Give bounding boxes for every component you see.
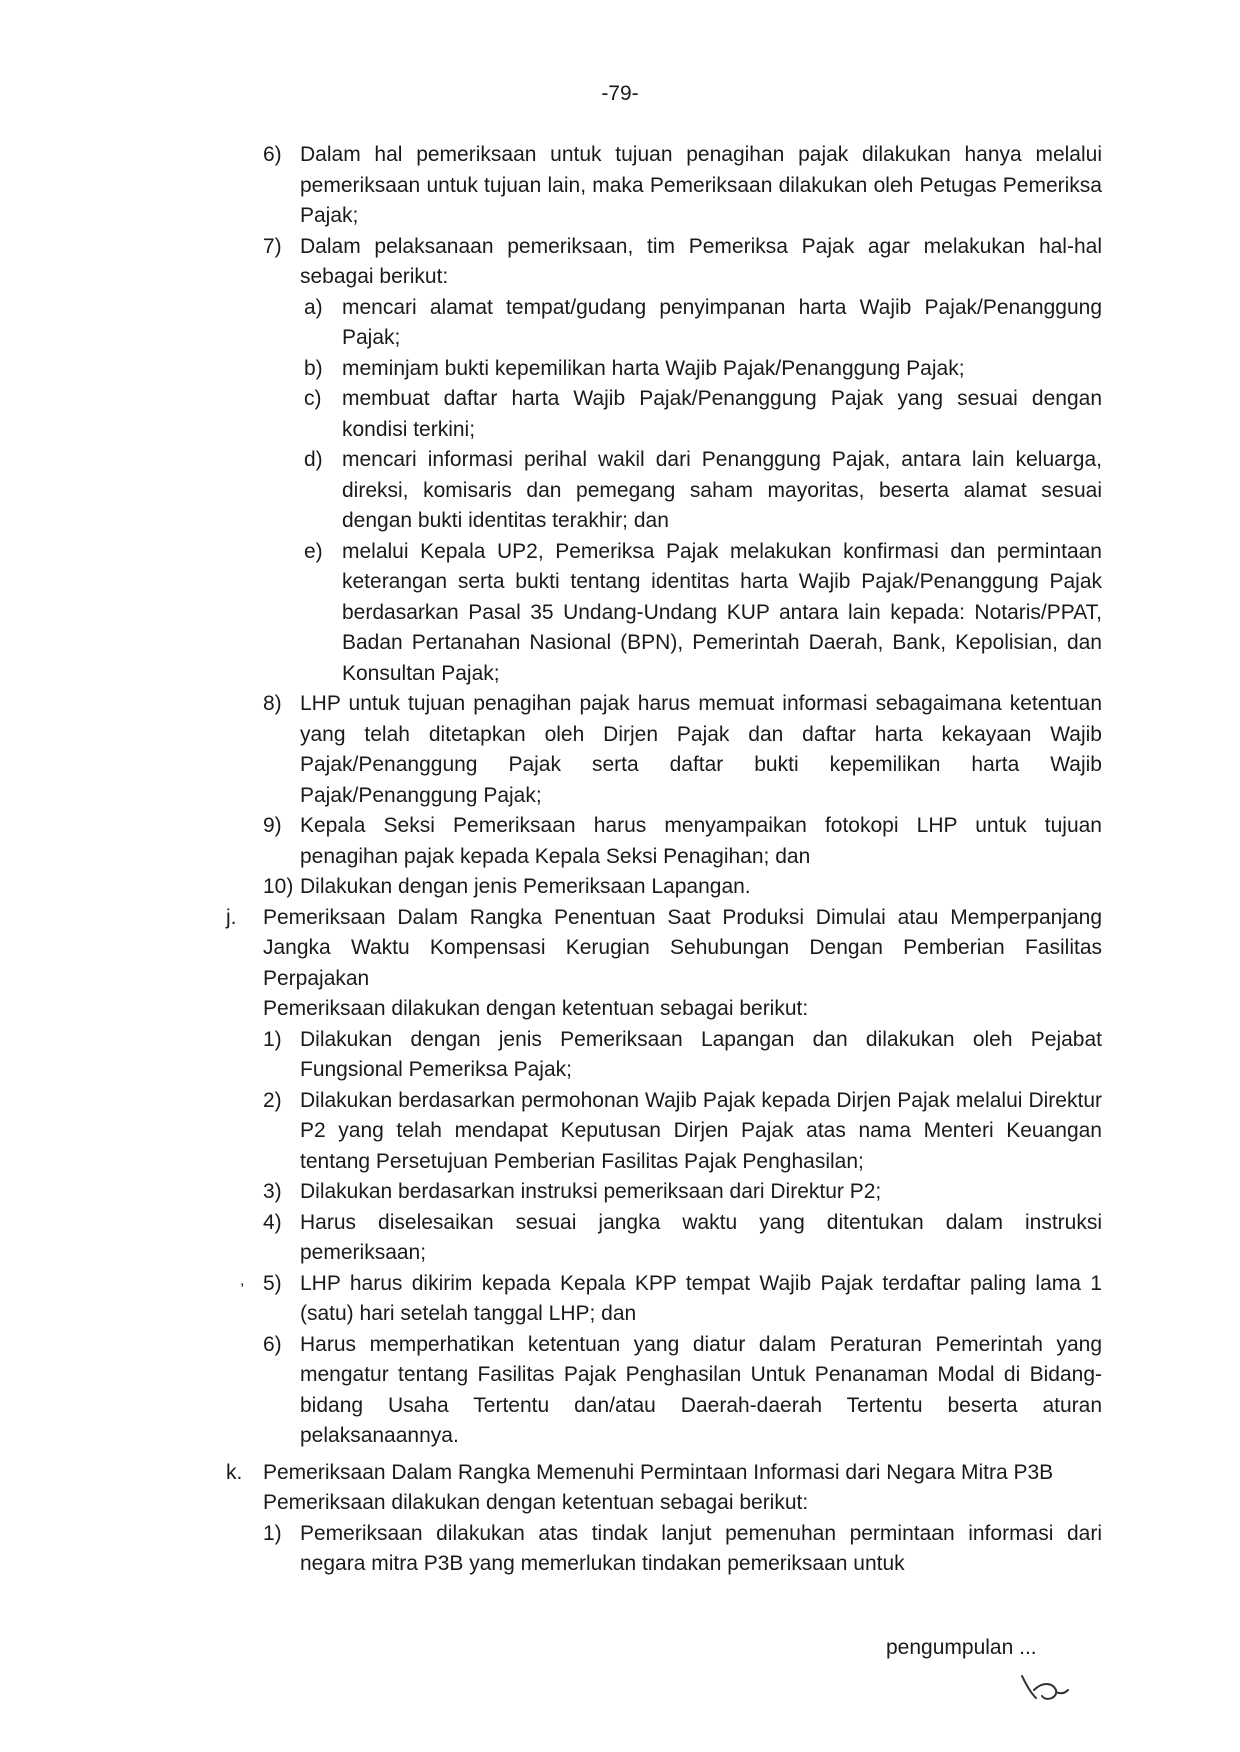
list-item — [263, 811, 1102, 872]
list-item-number: j. — [226, 905, 237, 929]
list-item — [263, 232, 1102, 293]
list-item-number: 4) — [263, 1210, 282, 1234]
list-item-number: 6) — [263, 143, 282, 166]
list-item-text: Pemeriksaan dilakukan atas tindak lanjut pemenuhan permintaan informasi dari negara mitra P3B yang memerlukan tindakan pemeriksaan untuk — [300, 1521, 1102, 1575]
paragraph: Pemeriksaan dilakukan dengan ketentuan sebagai berikut: — [263, 997, 809, 1020]
list-item-number: 7) — [263, 234, 282, 258]
list-item — [304, 293, 1102, 354]
list-item-number: 8) — [263, 692, 282, 715]
list-item-text: Harus diselesaikan sesuai jangka waktu yang ditentukan dalam instruksi pemeriksaan; — [300, 1210, 1102, 1264]
list-item-number: c) — [304, 387, 322, 410]
list-item — [263, 1519, 1102, 1580]
list-item — [226, 903, 1102, 995]
list-item — [263, 1208, 1102, 1269]
list-item-text: Dilakukan dengan jenis Pemeriksaan Lapangan. — [300, 875, 751, 898]
list-item-number: a) — [304, 295, 323, 319]
list-item — [263, 1086, 1102, 1178]
list-item — [263, 1177, 1102, 1208]
list-item-number: 1) — [263, 1027, 282, 1051]
list-item-text: meminjam bukti kepemilikan harta Wajib Pajak/Penanggung Pajak; — [342, 356, 965, 380]
list-item-number: 6) — [263, 1332, 282, 1356]
list-item-number: 2) — [263, 1088, 282, 1112]
list-item-text: Dilakukan berdasarkan permohonan Wajib Pajak kepada Dirjen Pajak melalui Direktur P2 yang telah mendapat Keputusan Dirjen Pajak atas nama Menteri Keuangan tentang Persetujuan Pemberian Fasilitas Pajak Penghasilan; — [300, 1088, 1102, 1173]
list-item — [263, 1330, 1102, 1452]
list-item-text: Pemeriksaan Dalam Rangka Penentuan Saat Produksi Dimulai atau Memperpanjang Jangka Waktu Kompensasi Kerugian Sehubungan Dengan Pemberian Fasilitas Perpajakan — [263, 905, 1102, 990]
list-item-number: 3) — [263, 1180, 282, 1203]
list-item-number: b) — [304, 356, 323, 380]
list-item-text: melalui Kepala UP2, Pemeriksa Pajak melakukan konfirmasi dan permintaan keterangan serta bukti tentang identitas harta Wajib Pajak/Penanggung Pajak berdasarkan Pasal 35 Undang-Undang KUP antara lain kepada: Notaris/PPAT, Badan Pertanahan Nasional (BPN), Pemerintah Daerah, Bank, Kepolisian, dan Konsultan Pajak; — [342, 539, 1102, 685]
list-item-number: 10) — [263, 875, 294, 898]
list-item-text: membuat daftar harta Wajib Pajak/Penanggung Pajak yang sesuai dengan kondisi terkini; — [342, 387, 1102, 441]
document-body — [226, 140, 1102, 1580]
list-item-text: Dalam pelaksanaan pemeriksaan, tim Pemeriksa Pajak agar melakukan hal-hal sebagai berikut: — [300, 234, 1102, 288]
list-item-text: Dilakukan berdasarkan instruksi pemeriksaan dari Direktur P2; — [300, 1180, 882, 1203]
initial-signature — [1012, 1668, 1072, 1708]
list-item-number: 1) — [263, 1521, 282, 1545]
list-item-number: e) — [304, 539, 323, 563]
continuation-text: pengumpulan ... — [886, 1636, 1037, 1659]
list-item — [263, 1269, 1102, 1330]
list-item-text: Kepala Seksi Pemeriksaan harus menyampaikan fotokopi LHP untuk tujuan penagihan pajak kepada Kepala Seksi Penagihan; dan — [300, 814, 1102, 868]
list-item — [226, 1458, 1102, 1489]
list-item-text: Harus memperhatikan ketentuan yang diatur dalam Peraturan Pemerintah yang mengatur tentang Fasilitas Pajak Penghasilan Untuk Penanaman Modal di Bidang-bidang Usaha Tertentu dan/atau Daerah-daerah Tertentu beserta aturan pelaksanaannya. — [300, 1332, 1102, 1447]
margin-mark: , — [240, 1272, 245, 1289]
list-item — [263, 872, 1102, 903]
list-item-number: 5) — [263, 1271, 282, 1295]
paragraph: Pemeriksaan dilakukan dengan ketentuan sebagai berikut: — [263, 1491, 809, 1514]
list-item — [304, 354, 1102, 385]
list-item-text: Dilakukan dengan jenis Pemeriksaan Lapangan dan dilakukan oleh Pejabat Fungsional Pemeriksa Pajak; — [300, 1027, 1102, 1081]
list-item — [263, 1025, 1102, 1086]
list-item-number: k. — [226, 1460, 243, 1484]
list-item — [304, 537, 1102, 690]
list-item — [304, 384, 1102, 445]
list-item-number: 9) — [263, 814, 282, 837]
list-item-text: LHP harus dikirim kepada Kepala KPP tempat Wajib Pajak terdaftar paling lama 1 (satu) hari setelah tanggal LHP; dan — [300, 1271, 1102, 1325]
list-item-number: d) — [304, 448, 323, 471]
list-item — [263, 140, 1102, 232]
list-item-text: LHP untuk tujuan penagihan pajak harus memuat informasi sebagaimana ketentuan yang telah ditetapkan oleh Dirjen Pajak dan daftar harta kekayaan Wajib Pajak/Penanggung Pajak serta daftar bukti kepemilikan harta Wajib Pajak/Penanggung Pajak; — [300, 692, 1102, 807]
list-item-text: mencari informasi perihal wakil dari Penanggung Pajak, antara lain keluarga, direksi, komisaris dan pemegang saham mayoritas, beserta alamat sesuai dengan bukti identitas terakhir; dan — [342, 448, 1102, 532]
list-item-text: Pemeriksaan Dalam Rangka Memenuhi Permintaan Informasi dari Negara Mitra P3B — [263, 1460, 1054, 1484]
list-item-text: Dalam hal pemeriksaan untuk tujuan penagihan pajak dilakukan hanya melalui pemeriksaan untuk tujuan lain, maka Pemeriksaan dilakukan oleh Petugas Pemeriksa Pajak; — [300, 143, 1102, 227]
list-item-text: mencari alamat tempat/gudang penyimpanan harta Wajib Pajak/Penanggung Pajak; — [342, 295, 1102, 349]
list-item — [304, 445, 1102, 537]
list-item — [263, 689, 1102, 811]
page-number: -79- — [601, 82, 639, 105]
